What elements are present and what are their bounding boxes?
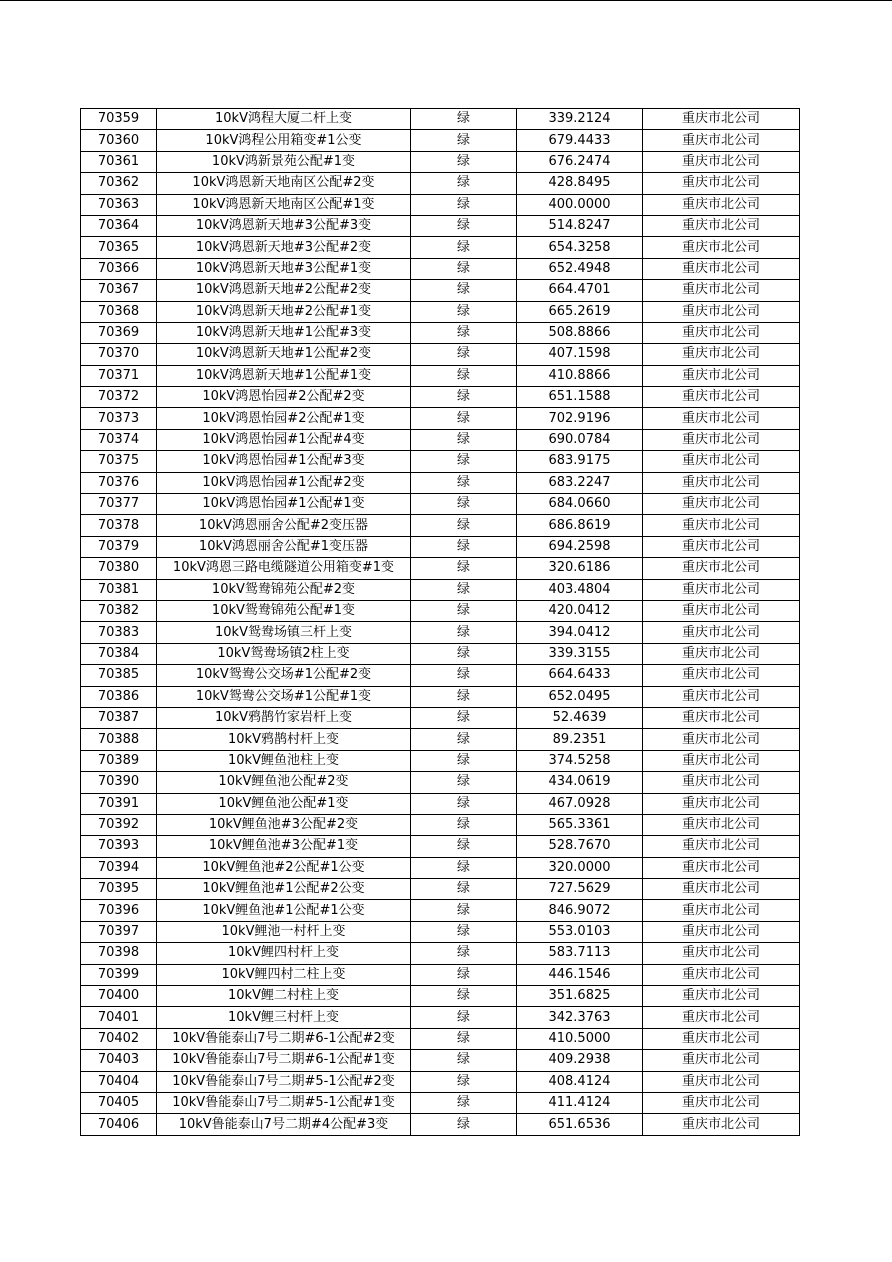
value-cell: 410.8866	[517, 365, 643, 386]
device-name-cell: 10kV鲁能泰山7号二期#6-1公配#2变	[157, 1028, 411, 1049]
row-id-cell: 70406	[81, 1114, 157, 1135]
device-name-cell: 10kV鸿恩怡园#1公配#4变	[157, 429, 411, 450]
value-cell: 351.6825	[517, 986, 643, 1007]
value-cell: 652.4948	[517, 258, 643, 279]
value-cell: 411.4124	[517, 1092, 643, 1113]
company-cell: 重庆市北公司	[643, 836, 800, 857]
status-color-cell: 绿	[411, 451, 517, 472]
row-id-cell: 70384	[81, 643, 157, 664]
company-cell: 重庆市北公司	[643, 857, 800, 878]
row-id-cell: 70365	[81, 237, 157, 258]
value-cell: 683.9175	[517, 451, 643, 472]
table-row	[81, 558, 800, 579]
value-cell: 409.2938	[517, 1050, 643, 1071]
company-cell: 重庆市北公司	[643, 237, 800, 258]
table-row	[81, 387, 800, 408]
device-name-cell: 10kV鲁能泰山7号二期#4公配#3变	[157, 1114, 411, 1135]
device-name-cell: 10kV鸿程大厦二杆上变	[157, 109, 411, 130]
table-body	[81, 109, 800, 1136]
company-cell: 重庆市北公司	[643, 408, 800, 429]
device-name-cell: 10kV鸿恩新天地#1公配#3变	[157, 322, 411, 343]
value-cell: 690.0784	[517, 429, 643, 450]
device-name-cell: 10kV鲤鱼池#3公配#1变	[157, 836, 411, 857]
table-row	[81, 750, 800, 771]
company-cell: 重庆市北公司	[643, 280, 800, 301]
table-row	[81, 900, 800, 921]
table-row	[81, 451, 800, 472]
device-name-cell: 10kV鸿恩怡园#1公配#3变	[157, 451, 411, 472]
status-color-cell: 绿	[411, 900, 517, 921]
status-color-cell: 绿	[411, 1092, 517, 1113]
status-color-cell: 绿	[411, 729, 517, 750]
company-cell: 重庆市北公司	[643, 643, 800, 664]
table-row	[81, 408, 800, 429]
row-id-cell: 70393	[81, 836, 157, 857]
table-row	[81, 301, 800, 322]
company-cell: 重庆市北公司	[643, 301, 800, 322]
company-cell: 重庆市北公司	[643, 109, 800, 130]
company-cell: 重庆市北公司	[643, 921, 800, 942]
company-cell: 重庆市北公司	[643, 151, 800, 172]
value-cell: 664.4701	[517, 280, 643, 301]
company-cell: 重庆市北公司	[643, 1114, 800, 1135]
value-cell: 694.2598	[517, 536, 643, 557]
device-name-cell: 10kV鸿恩三路电缆隧道公用箱变#1变	[157, 558, 411, 579]
company-cell: 重庆市北公司	[643, 1028, 800, 1049]
table-row	[81, 472, 800, 493]
device-name-cell: 10kV鲤四村二柱上变	[157, 964, 411, 985]
value-cell: 702.9196	[517, 408, 643, 429]
device-name-cell: 10kV鲤三村杆上变	[157, 1007, 411, 1028]
device-name-cell: 10kV鲤鱼池#3公配#2变	[157, 814, 411, 835]
device-name-cell: 10kV鸳鸯锦苑公配#2变	[157, 579, 411, 600]
company-cell: 重庆市北公司	[643, 515, 800, 536]
device-name-cell: 10kV鸿恩怡园#2公配#2变	[157, 387, 411, 408]
value-cell: 676.2474	[517, 151, 643, 172]
table-row	[81, 1114, 800, 1135]
row-id-cell: 70396	[81, 900, 157, 921]
status-color-cell: 绿	[411, 408, 517, 429]
table-row	[81, 729, 800, 750]
table-row	[81, 1028, 800, 1049]
status-color-cell: 绿	[411, 921, 517, 942]
table-row	[81, 814, 800, 835]
company-cell: 重庆市北公司	[643, 814, 800, 835]
table-row	[81, 536, 800, 557]
table-row	[81, 600, 800, 621]
value-cell: 374.5258	[517, 750, 643, 771]
row-id-cell: 70359	[81, 109, 157, 130]
value-cell: 846.9072	[517, 900, 643, 921]
company-cell: 重庆市北公司	[643, 451, 800, 472]
value-cell: 89.2351	[517, 729, 643, 750]
value-cell: 320.6186	[517, 558, 643, 579]
device-name-cell: 10kV鸿程公用箱变#1公变	[157, 130, 411, 151]
device-name-cell: 10kV鲁能泰山7号二期#5-1公配#2变	[157, 1071, 411, 1092]
status-color-cell: 绿	[411, 472, 517, 493]
status-color-cell: 绿	[411, 1050, 517, 1071]
value-cell: 407.1598	[517, 344, 643, 365]
value-cell: 400.0000	[517, 194, 643, 215]
value-cell: 467.0928	[517, 793, 643, 814]
value-cell: 408.4124	[517, 1071, 643, 1092]
status-color-cell: 绿	[411, 194, 517, 215]
row-id-cell: 70369	[81, 322, 157, 343]
company-cell: 重庆市北公司	[643, 1092, 800, 1113]
table-row	[81, 280, 800, 301]
table-row	[81, 173, 800, 194]
status-color-cell: 绿	[411, 536, 517, 557]
table-row	[81, 772, 800, 793]
value-cell: 320.0000	[517, 857, 643, 878]
value-cell: 583.7113	[517, 943, 643, 964]
company-cell: 重庆市北公司	[643, 130, 800, 151]
row-id-cell: 70381	[81, 579, 157, 600]
company-cell: 重庆市北公司	[643, 215, 800, 236]
company-cell: 重庆市北公司	[643, 558, 800, 579]
table-row	[81, 1092, 800, 1113]
row-id-cell: 70368	[81, 301, 157, 322]
device-name-cell: 10kV鸿恩怡园#2公配#1变	[157, 408, 411, 429]
device-name-cell: 10kV鸦鹊村杆上变	[157, 729, 411, 750]
table-row	[81, 151, 800, 172]
row-id-cell: 70382	[81, 600, 157, 621]
company-cell: 重庆市北公司	[643, 579, 800, 600]
status-color-cell: 绿	[411, 772, 517, 793]
value-cell: 428.8495	[517, 173, 643, 194]
row-id-cell: 70373	[81, 408, 157, 429]
row-id-cell: 70403	[81, 1050, 157, 1071]
value-cell: 665.2619	[517, 301, 643, 322]
row-id-cell: 70385	[81, 665, 157, 686]
table-row	[81, 109, 800, 130]
status-color-cell: 绿	[411, 836, 517, 857]
company-cell: 重庆市北公司	[643, 729, 800, 750]
company-cell: 重庆市北公司	[643, 1050, 800, 1071]
row-id-cell: 70367	[81, 280, 157, 301]
table-row	[81, 964, 800, 985]
status-color-cell: 绿	[411, 258, 517, 279]
device-name-cell: 10kV鲤二村柱上变	[157, 986, 411, 1007]
company-cell: 重庆市北公司	[643, 536, 800, 557]
status-color-cell: 绿	[411, 879, 517, 900]
device-name-cell: 10kV鸳鸯公交场#1公配#2变	[157, 665, 411, 686]
device-name-cell: 10kV鸿恩丽舍公配#2变压器	[157, 515, 411, 536]
row-id-cell: 70388	[81, 729, 157, 750]
status-color-cell: 绿	[411, 130, 517, 151]
status-color-cell: 绿	[411, 365, 517, 386]
row-id-cell: 70362	[81, 173, 157, 194]
table-row	[81, 344, 800, 365]
value-cell: 508.8866	[517, 322, 643, 343]
device-name-cell: 10kV鲤鱼池柱上变	[157, 750, 411, 771]
status-color-cell: 绿	[411, 964, 517, 985]
table-row	[81, 429, 800, 450]
page-top-border	[0, 0, 892, 1]
device-name-cell: 10kV鸳鸯锦苑公配#1变	[157, 600, 411, 621]
value-cell: 514.8247	[517, 215, 643, 236]
row-id-cell: 70374	[81, 429, 157, 450]
company-cell: 重庆市北公司	[643, 344, 800, 365]
device-name-cell: 10kV鲁能泰山7号二期#5-1公配#1变	[157, 1092, 411, 1113]
company-cell: 重庆市北公司	[643, 322, 800, 343]
table-row	[81, 322, 800, 343]
table-row	[81, 921, 800, 942]
device-name-cell: 10kV鸿恩丽舍公配#1变压器	[157, 536, 411, 557]
row-id-cell: 70379	[81, 536, 157, 557]
company-cell: 重庆市北公司	[643, 472, 800, 493]
company-cell: 重庆市北公司	[643, 173, 800, 194]
row-id-cell: 70391	[81, 793, 157, 814]
status-color-cell: 绿	[411, 215, 517, 236]
value-cell: 528.7670	[517, 836, 643, 857]
status-color-cell: 绿	[411, 986, 517, 1007]
device-name-cell: 10kV鸦鹊竹家岩杆上变	[157, 707, 411, 728]
value-cell: 420.0412	[517, 600, 643, 621]
company-cell: 重庆市北公司	[643, 900, 800, 921]
device-name-cell: 10kV鸿恩怡园#1公配#2变	[157, 472, 411, 493]
row-id-cell: 70402	[81, 1028, 157, 1049]
company-cell: 重庆市北公司	[643, 600, 800, 621]
status-color-cell: 绿	[411, 622, 517, 643]
table-row	[81, 1071, 800, 1092]
status-color-cell: 绿	[411, 943, 517, 964]
device-name-cell: 10kV鸳鸯公交场#1公配#1变	[157, 686, 411, 707]
row-id-cell: 70397	[81, 921, 157, 942]
value-cell: 684.0660	[517, 494, 643, 515]
row-id-cell: 70375	[81, 451, 157, 472]
status-color-cell: 绿	[411, 173, 517, 194]
transformer-table	[80, 108, 800, 1136]
company-cell: 重庆市北公司	[643, 194, 800, 215]
status-color-cell: 绿	[411, 301, 517, 322]
value-cell: 410.5000	[517, 1028, 643, 1049]
table-row	[81, 579, 800, 600]
row-id-cell: 70372	[81, 387, 157, 408]
device-name-cell: 10kV鸿恩新天地#3公配#2变	[157, 237, 411, 258]
status-color-cell: 绿	[411, 109, 517, 130]
row-id-cell: 70364	[81, 215, 157, 236]
company-cell: 重庆市北公司	[643, 879, 800, 900]
status-color-cell: 绿	[411, 1028, 517, 1049]
device-name-cell: 10kV鲤鱼池公配#2变	[157, 772, 411, 793]
company-cell: 重庆市北公司	[643, 707, 800, 728]
status-color-cell: 绿	[411, 280, 517, 301]
status-color-cell: 绿	[411, 793, 517, 814]
row-id-cell: 70394	[81, 857, 157, 878]
row-id-cell: 70404	[81, 1071, 157, 1092]
table-row	[81, 494, 800, 515]
row-id-cell: 70380	[81, 558, 157, 579]
company-cell: 重庆市北公司	[643, 1007, 800, 1028]
device-name-cell: 10kV鲁能泰山7号二期#6-1公配#1变	[157, 1050, 411, 1071]
row-id-cell: 70371	[81, 365, 157, 386]
device-name-cell: 10kV鸳鸯场镇三杆上变	[157, 622, 411, 643]
device-name-cell: 10kV鸳鸯场镇2柱上变	[157, 643, 411, 664]
row-id-cell: 70383	[81, 622, 157, 643]
row-id-cell: 70361	[81, 151, 157, 172]
value-cell: 651.6536	[517, 1114, 643, 1135]
row-id-cell: 70377	[81, 494, 157, 515]
device-name-cell: 10kV鸿新景苑公配#1变	[157, 151, 411, 172]
table-row	[81, 643, 800, 664]
table-row	[81, 365, 800, 386]
company-cell: 重庆市北公司	[643, 429, 800, 450]
status-color-cell: 绿	[411, 322, 517, 343]
status-color-cell: 绿	[411, 151, 517, 172]
row-id-cell: 70395	[81, 879, 157, 900]
company-cell: 重庆市北公司	[643, 964, 800, 985]
device-name-cell: 10kV鲤鱼池#2公配#1公变	[157, 857, 411, 878]
company-cell: 重庆市北公司	[643, 772, 800, 793]
row-id-cell: 70390	[81, 772, 157, 793]
company-cell: 重庆市北公司	[643, 750, 800, 771]
company-cell: 重庆市北公司	[643, 1071, 800, 1092]
company-cell: 重庆市北公司	[643, 258, 800, 279]
status-color-cell: 绿	[411, 237, 517, 258]
table-row	[81, 943, 800, 964]
status-color-cell: 绿	[411, 814, 517, 835]
value-cell: 654.3258	[517, 237, 643, 258]
value-cell: 565.3361	[517, 814, 643, 835]
value-cell: 664.6433	[517, 665, 643, 686]
status-color-cell: 绿	[411, 686, 517, 707]
row-id-cell: 70392	[81, 814, 157, 835]
status-color-cell: 绿	[411, 857, 517, 878]
table-row	[81, 686, 800, 707]
device-name-cell: 10kV鲤四村杆上变	[157, 943, 411, 964]
company-cell: 重庆市北公司	[643, 686, 800, 707]
value-cell: 686.8619	[517, 515, 643, 536]
value-cell: 434.0619	[517, 772, 643, 793]
table-row	[81, 215, 800, 236]
status-color-cell: 绿	[411, 344, 517, 365]
status-color-cell: 绿	[411, 600, 517, 621]
company-cell: 重庆市北公司	[643, 793, 800, 814]
row-id-cell: 70370	[81, 344, 157, 365]
table-row	[81, 622, 800, 643]
value-cell: 403.4804	[517, 579, 643, 600]
row-id-cell: 70378	[81, 515, 157, 536]
row-id-cell: 70400	[81, 986, 157, 1007]
row-id-cell: 70399	[81, 964, 157, 985]
device-name-cell: 10kV鸿恩新天地#2公配#2变	[157, 280, 411, 301]
row-id-cell: 70405	[81, 1092, 157, 1113]
company-cell: 重庆市北公司	[643, 943, 800, 964]
status-color-cell: 绿	[411, 665, 517, 686]
table-row	[81, 986, 800, 1007]
table-row	[81, 1007, 800, 1028]
table-row	[81, 879, 800, 900]
status-color-cell: 绿	[411, 387, 517, 408]
status-color-cell: 绿	[411, 579, 517, 600]
value-cell: 342.3763	[517, 1007, 643, 1028]
status-color-cell: 绿	[411, 494, 517, 515]
status-color-cell: 绿	[411, 707, 517, 728]
row-id-cell: 70401	[81, 1007, 157, 1028]
status-color-cell: 绿	[411, 558, 517, 579]
row-id-cell: 70387	[81, 707, 157, 728]
device-name-cell: 10kV鲤鱼池公配#1变	[157, 793, 411, 814]
device-name-cell: 10kV鲤池一村杆上变	[157, 921, 411, 942]
table-row	[81, 793, 800, 814]
row-id-cell: 70366	[81, 258, 157, 279]
device-name-cell: 10kV鸿恩新天地#3公配#3变	[157, 215, 411, 236]
row-id-cell: 70398	[81, 943, 157, 964]
value-cell: 727.5629	[517, 879, 643, 900]
company-cell: 重庆市北公司	[643, 622, 800, 643]
table-row	[81, 515, 800, 536]
device-name-cell: 10kV鸿恩新天地南区公配#1变	[157, 194, 411, 215]
device-name-cell: 10kV鸿恩新天地#1公配#1变	[157, 365, 411, 386]
table-row	[81, 237, 800, 258]
company-cell: 重庆市北公司	[643, 494, 800, 515]
value-cell: 652.0495	[517, 686, 643, 707]
table-row	[81, 836, 800, 857]
device-name-cell: 10kV鲤鱼池#1公配#1公变	[157, 900, 411, 921]
row-id-cell: 70363	[81, 194, 157, 215]
device-name-cell: 10kV鸿恩新天地#3公配#1变	[157, 258, 411, 279]
device-name-cell: 10kV鲤鱼池#1公配#2公变	[157, 879, 411, 900]
value-cell: 446.1546	[517, 964, 643, 985]
table-row	[81, 194, 800, 215]
table-row	[81, 665, 800, 686]
device-name-cell: 10kV鸿恩新天地#1公配#2变	[157, 344, 411, 365]
table-row	[81, 130, 800, 151]
value-cell: 679.4433	[517, 130, 643, 151]
table-row	[81, 1050, 800, 1071]
value-cell: 52.4639	[517, 707, 643, 728]
value-cell: 394.0412	[517, 622, 643, 643]
row-id-cell: 70386	[81, 686, 157, 707]
table-row	[81, 857, 800, 878]
value-cell: 683.2247	[517, 472, 643, 493]
row-id-cell: 70360	[81, 130, 157, 151]
status-color-cell: 绿	[411, 1007, 517, 1028]
row-id-cell: 70376	[81, 472, 157, 493]
company-cell: 重庆市北公司	[643, 365, 800, 386]
status-color-cell: 绿	[411, 1071, 517, 1092]
status-color-cell: 绿	[411, 643, 517, 664]
device-name-cell: 10kV鸿恩新天地南区公配#2变	[157, 173, 411, 194]
status-color-cell: 绿	[411, 750, 517, 771]
row-id-cell: 70389	[81, 750, 157, 771]
value-cell: 339.3155	[517, 643, 643, 664]
company-cell: 重庆市北公司	[643, 986, 800, 1007]
company-cell: 重庆市北公司	[643, 665, 800, 686]
status-color-cell: 绿	[411, 515, 517, 536]
table-row	[81, 707, 800, 728]
device-name-cell: 10kV鸿恩新天地#2公配#1变	[157, 301, 411, 322]
table-row	[81, 258, 800, 279]
value-cell: 339.2124	[517, 109, 643, 130]
status-color-cell: 绿	[411, 1114, 517, 1135]
company-cell: 重庆市北公司	[643, 387, 800, 408]
status-color-cell: 绿	[411, 429, 517, 450]
value-cell: 553.0103	[517, 921, 643, 942]
value-cell: 651.1588	[517, 387, 643, 408]
device-name-cell: 10kV鸿恩怡园#1公配#1变	[157, 494, 411, 515]
